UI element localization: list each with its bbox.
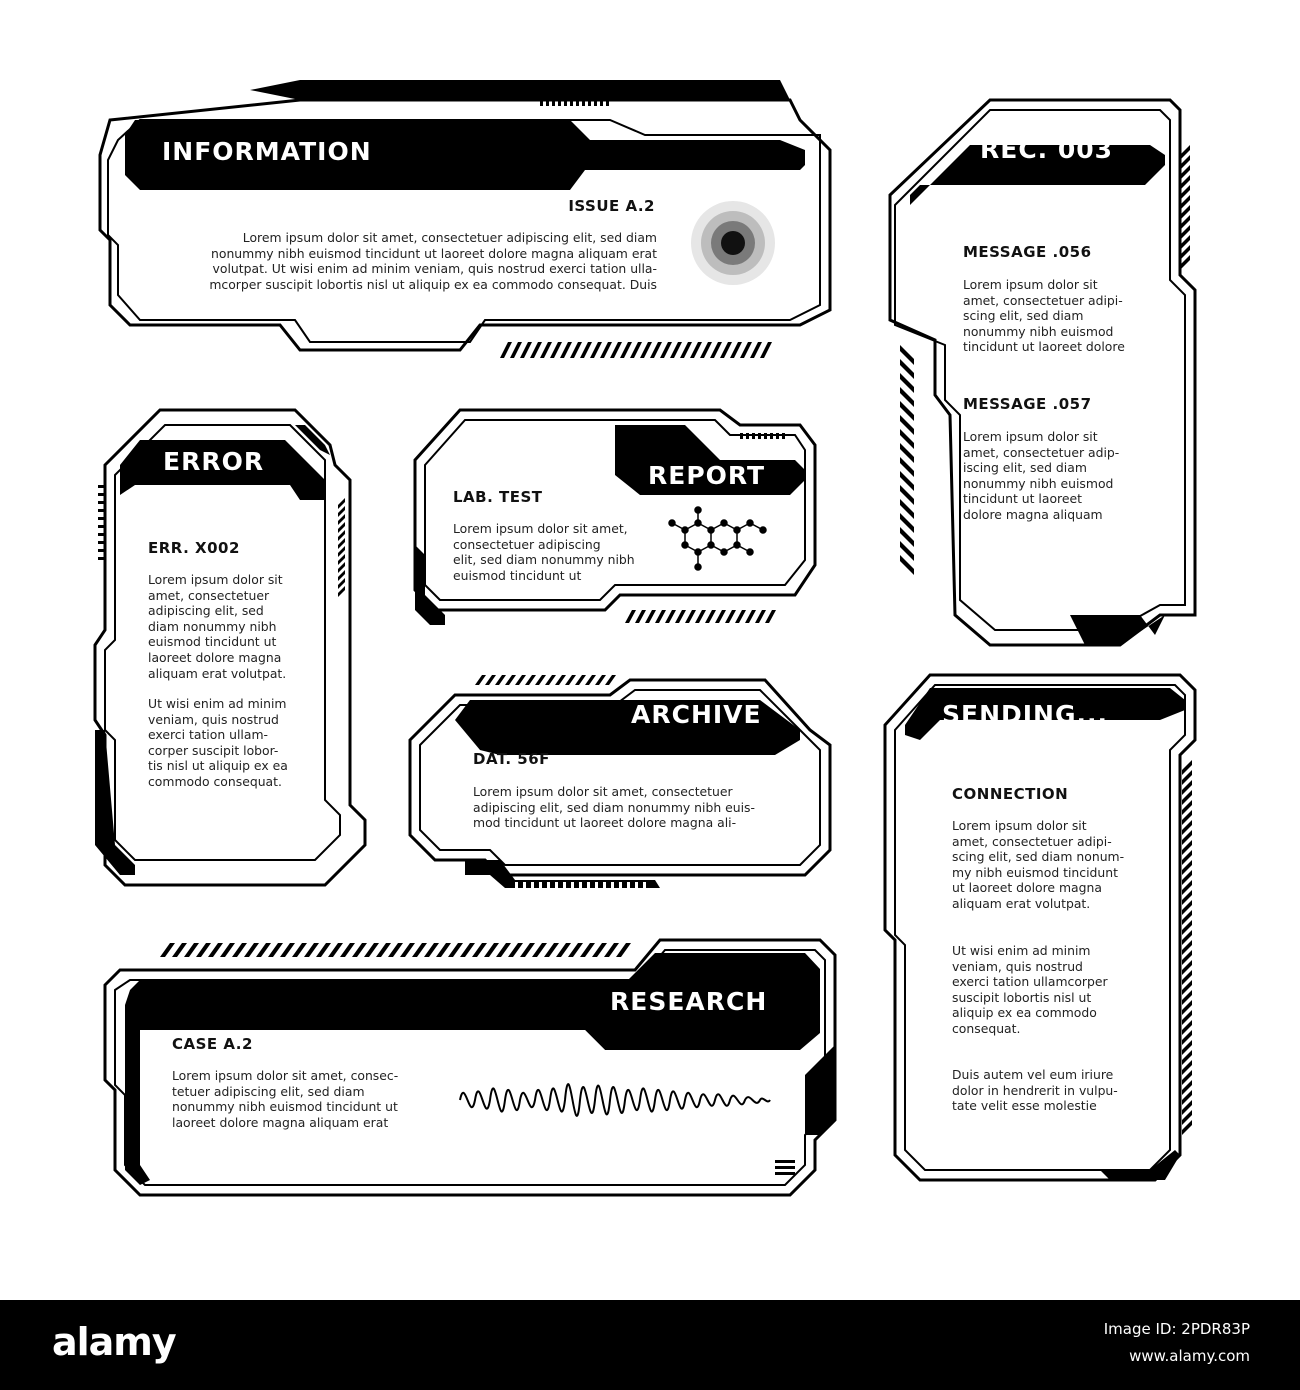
rec-msg-057-text: Lorem ipsum dolor sit amet, consectetuer adip- iscing elit, sed diam nonummy nibh euismod tincidunt ut laoreet dolore magna aliquam (963, 429, 1120, 522)
error-body-2: Ut wisi enim ad minim veniam, quis nostrud exerci tation ullam- corper suscipit lobor- tis nisl ut aliquip ex ea commodo consequat. (148, 696, 288, 789)
sending-subtitle: CONNECTION (952, 785, 1069, 803)
sending-body-2: Ut wisi enim ad minim veniam, quis nostrud exerci tation ullamcorper suscipit lobortis nisl ut aliquip ex ea commodo consequat. (952, 943, 1108, 1036)
information-subtitle: ISSUE A.2 (568, 197, 655, 215)
report-title: REPORT (648, 461, 766, 490)
image-id: Image ID: 2PDR83P (1103, 1320, 1250, 1338)
sending-frame (880, 665, 1205, 1205)
site-url[interactable]: www.alamy.com (1129, 1347, 1250, 1365)
rec-msg-056-text: Lorem ipsum dolor sit amet, consectetuer adipi- scing elit, sed diam nonummy nibh euismod tincidunt ut laoreet dolore (963, 277, 1125, 355)
report-subtitle: LAB. TEST (453, 488, 543, 506)
research-title: RESEARCH (610, 987, 768, 1016)
report-body: Lorem ipsum dolor sit amet, consectetuer adipiscing elit, sed diam nonummy nibh euismod tincidunt ut (453, 521, 635, 583)
error-panel (95, 405, 375, 895)
target-icon (691, 201, 775, 285)
sending-body-3: Duis autem vel eum iriure dolor in hendrerit in vulpu- tate velit esse molestie (952, 1067, 1118, 1114)
archive-subtitle: DAT. 56F (473, 750, 550, 768)
rec-panel (880, 95, 1210, 655)
watermark-footer (0, 1300, 1300, 1390)
research-body: Lorem ipsum dolor sit amet, consec- tetuer adipiscing elit, sed diam nonummy nibh euismod tincidunt ut laoreet dolore magna aliquam erat (172, 1068, 399, 1130)
rec-frame (880, 95, 1210, 655)
report-panel (410, 405, 830, 635)
error-body-1: Lorem ipsum dolor sit amet, consectetuer adipiscing elit, sed diam nonummy nibh euismod tincidunt ut laoreet dolore magna aliquam erat volutpat. (148, 572, 287, 681)
sending-title: SENDING... (942, 700, 1108, 729)
archive-panel (405, 670, 835, 900)
alamy-logo: alamy (52, 1320, 176, 1364)
error-title: ERROR (163, 447, 265, 476)
rec-title: REC. 003 (980, 135, 1114, 164)
sending-panel (880, 665, 1205, 1205)
research-panel (100, 935, 845, 1210)
waveform-icon (460, 1084, 770, 1116)
information-title: INFORMATION (162, 137, 372, 166)
archive-body: Lorem ipsum dolor sit amet, consectetuer adipiscing elit, sed diam nonummy nibh euis- mod tincidunt ut laoreet dolore magna ali- (473, 784, 755, 831)
report-frame (410, 405, 830, 635)
rec-msg-056-heading: MESSAGE .056 (963, 243, 1092, 261)
research-subtitle: CASE A.2 (172, 1035, 253, 1053)
molecule-icon (669, 507, 766, 570)
sending-body-1: Lorem ipsum dolor sit amet, consectetuer adipi- scing elit, sed diam nonum- my nibh euismod tincidunt ut laoreet dolore magna aliquam erat volutpat. (952, 818, 1125, 911)
information-body: Lorem ipsum dolor sit amet, consectetuer adipiscing elit, sed diam nonummy nibh euismod tincidunt ut laoreet dolore magna aliquam erat volutpat. Ut wisi enim ad minim veniam, quis nostrud exerci tation ulla- mcorper suscipit lobortis nisl ut aliquip ex ea commodo consequat. Duis (209, 230, 657, 292)
information-frame (100, 80, 840, 370)
error-subtitle: ERR. X002 (148, 539, 240, 557)
information-panel (100, 80, 840, 370)
rec-msg-057-heading: MESSAGE .057 (963, 395, 1092, 413)
archive-title: ARCHIVE (631, 700, 762, 729)
